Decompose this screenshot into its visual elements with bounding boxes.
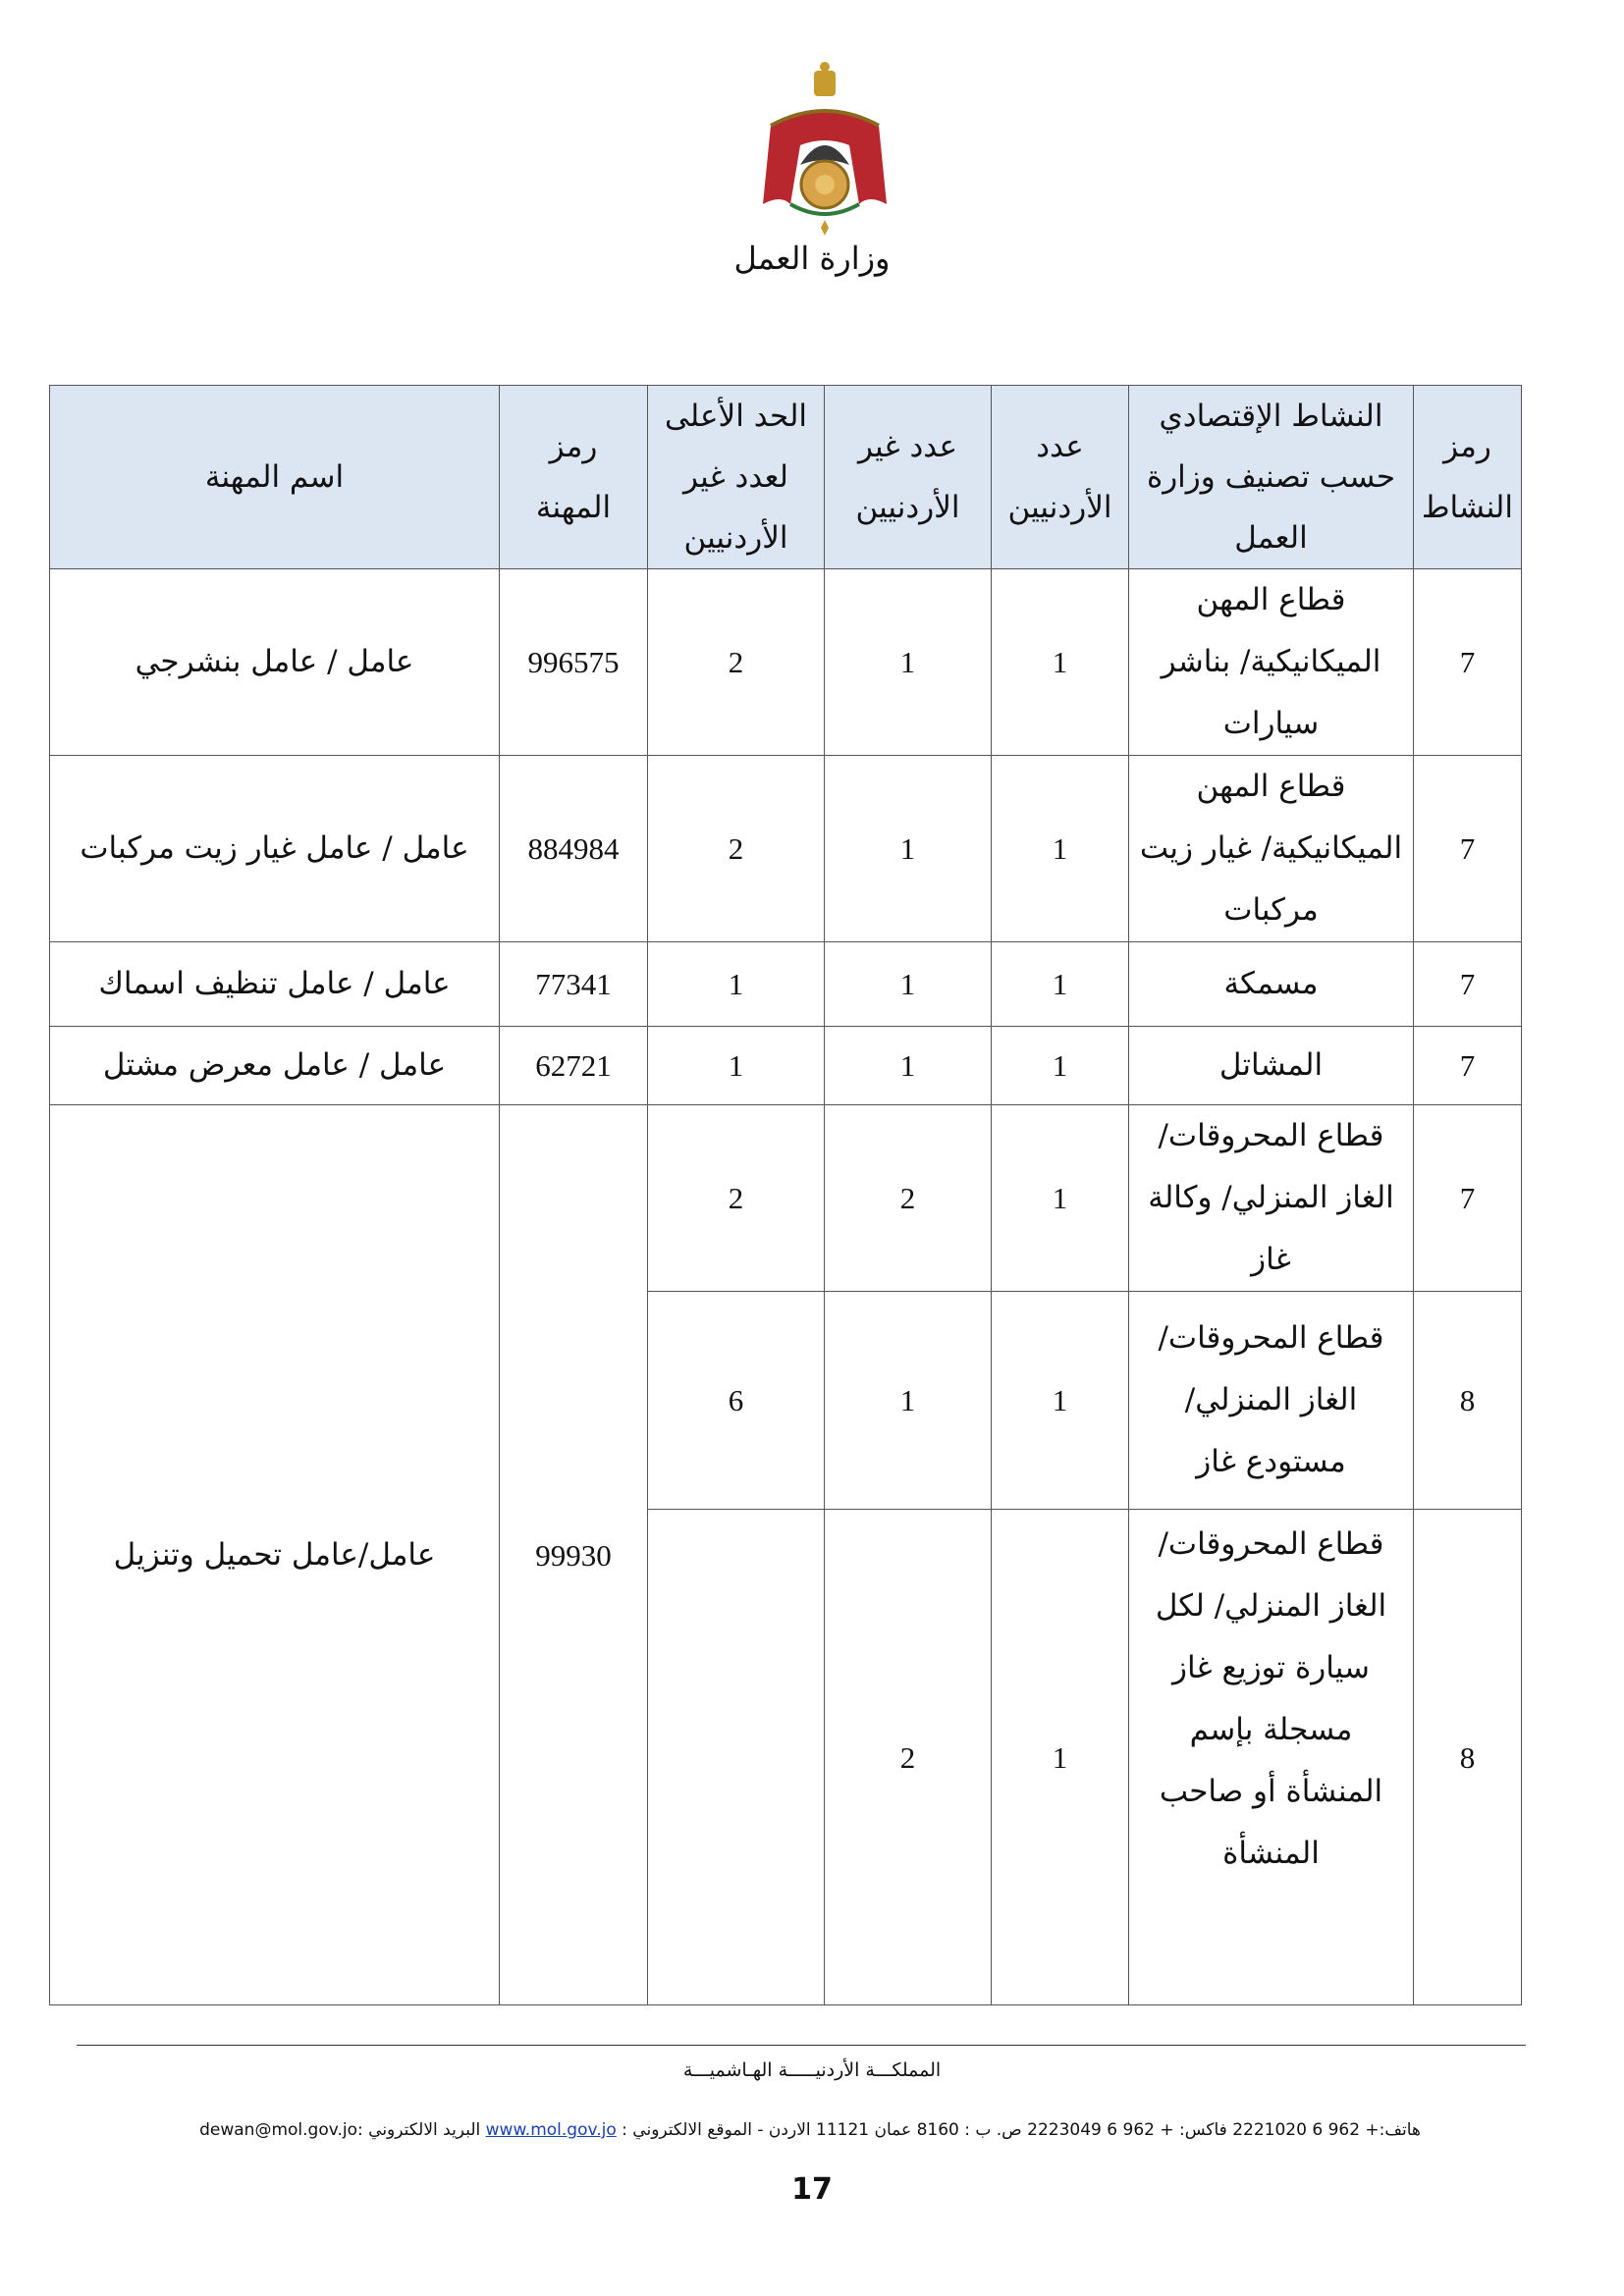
non-jordanians-cell: 2 (825, 1510, 992, 2005)
jordanians-cell: 1 (992, 942, 1129, 1027)
job-name-cell: عامل / عامل غيار زيت مركبات (50, 756, 500, 942)
ministry-title: وزارة العمل (733, 240, 891, 277)
footer-divider (77, 2045, 1526, 2046)
activity-code-cell: 7 (1414, 756, 1522, 942)
footer-contact (59, 2120, 1561, 2140)
job-name-cell: عامل / عامل بنشرجي (50, 569, 500, 756)
activity-code-cell: 7 (1414, 1105, 1522, 1292)
jordanians-cell: 1 (992, 1105, 1129, 1292)
activity-cell: قطاع المحروقات/الغاز المنزلي/ مستودع غاز (1129, 1292, 1414, 1510)
non-jordanians-cell: 2 (825, 1105, 992, 1292)
job-code-cell: 62721 (500, 1027, 648, 1105)
job-name-cell: عامل / عامل معرض مشتل (50, 1027, 500, 1105)
activity-code-cell: 8 (1414, 1292, 1522, 1510)
max-cell: 2 (648, 756, 825, 942)
activity-cell: قطاع المهن الميكانيكية/ غيار زيت مركبات (1129, 756, 1414, 942)
footer-kingdom: المملكـــة الأردنيـــــة الهـاشميـــة (682, 2059, 942, 2081)
page-number: 17 (791, 2172, 833, 2207)
table-row (50, 942, 1522, 1027)
col-activity: النشاط الإقتصادي حسب تصنيف وزارة العمل (1129, 386, 1414, 569)
col-max-non-jordanians: الحد الأعلى لعدد غير الأردنيين (648, 386, 825, 569)
col-activity-code: رمز النشاط (1414, 386, 1522, 569)
job-code-cell: 884984 (500, 756, 648, 942)
max-cell: 1 (648, 942, 825, 1027)
non-jordanians-cell: 1 (825, 756, 992, 942)
table-header-row (50, 386, 1522, 569)
activity-cell: قطاع المهن الميكانيكية/ بناشر سيارات (1129, 569, 1414, 756)
job-code-cell: 99930 (500, 1105, 648, 2005)
jordanians-cell: 1 (992, 1027, 1129, 1105)
col-non-jordanians: عدد غير الأردنيين (825, 386, 992, 569)
contact-email: البريد الالكتروني :dewan@mol.gov.jo (199, 2120, 481, 2140)
table-row (50, 569, 1522, 756)
non-jordanians-cell: 1 (825, 569, 992, 756)
non-jordanians-cell: 1 (825, 1292, 992, 1510)
activity-code-cell: 8 (1414, 1510, 1522, 2005)
jordanians-cell: 1 (992, 569, 1129, 756)
activity-cell: المشاتل (1129, 1027, 1414, 1105)
job-code-cell: 996575 (500, 569, 648, 756)
activity-cell: قطاع المحروقات/ الغاز المنزلي/ لكل سيارة توزيع غاز مسجلة بإسم المنشأة أو صاحب المنشأة (1129, 1510, 1414, 2005)
job-name-cell: عامل/عامل تحميل وتنزيل (50, 1105, 500, 2005)
website-link[interactable]: www.mol.gov.jo (485, 2120, 617, 2140)
max-cell: 1 (648, 1027, 825, 1105)
max-cell: 2 (648, 1105, 825, 1292)
jordanians-cell: 1 (992, 756, 1129, 942)
job-name-cell: عامل / عامل تنظيف اسماك (50, 942, 500, 1027)
non-jordanians-cell: 1 (825, 1027, 992, 1105)
activity-cell: مسمكة (1129, 942, 1414, 1027)
jordanians-cell: 1 (992, 1510, 1129, 2005)
max-cell: 6 (648, 1292, 825, 1510)
activity-cell: قطاع المحروقات/الغاز المنزلي/ وكالة غاز (1129, 1105, 1414, 1292)
col-job-name: اسم المهنة (50, 386, 500, 569)
contact-phone-address: هاتف:+ 962 6 2221020 فاكس: + 962 6 2223049 ص. ب : 8160 عمان 11121 الاردن - الموقع الالكتروني : (622, 2120, 1421, 2140)
non-jordanians-cell: 1 (825, 942, 992, 1027)
max-cell (648, 1510, 825, 2005)
col-jordanians: عدد الأردنيين (992, 386, 1129, 569)
activity-code-cell: 7 (1414, 942, 1522, 1027)
table-row (50, 756, 1522, 942)
data-table (49, 385, 1522, 2005)
table-row (50, 1105, 1522, 1292)
job-code-cell: 77341 (500, 942, 648, 1027)
royal-emblem-icon (731, 57, 918, 243)
activity-code-cell: 7 (1414, 569, 1522, 756)
jordanians-cell: 1 (992, 1292, 1129, 1510)
activity-code-cell: 7 (1414, 1027, 1522, 1105)
max-cell: 2 (648, 569, 825, 756)
table-row (50, 1027, 1522, 1105)
col-job-code: رمز المهنة (500, 386, 648, 569)
